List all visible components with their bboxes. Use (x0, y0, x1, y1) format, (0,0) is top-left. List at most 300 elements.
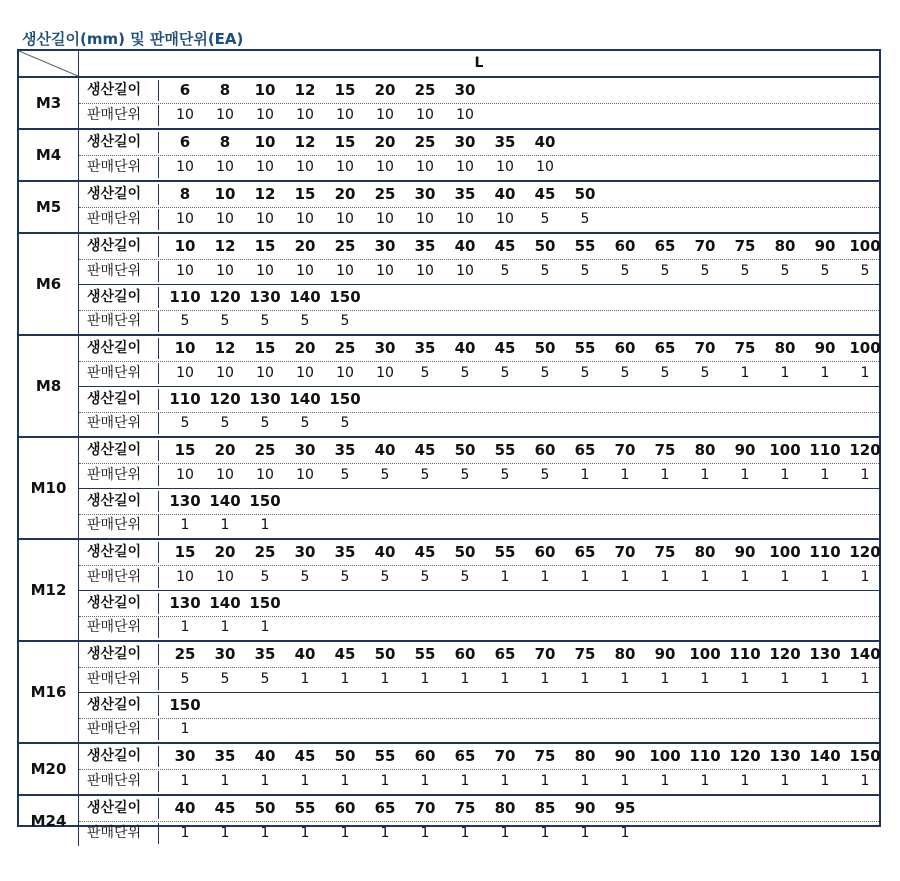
length-value: 75 (534, 747, 556, 765)
length-value: 110 (169, 390, 201, 408)
unit-row-label: 판매단위 (87, 467, 142, 483)
length-value: 90 (734, 441, 756, 459)
unit-value: 1 (740, 365, 750, 381)
length-value: 50 (574, 185, 596, 203)
unit-row (79, 103, 879, 128)
length-value: 150 (249, 594, 281, 612)
length-value: 80 (574, 747, 596, 765)
unit-value: 1 (740, 671, 750, 687)
unit-value: 1 (380, 671, 390, 687)
unit-value: 1 (580, 671, 590, 687)
length-value: 100 (689, 645, 721, 663)
unit-value: 10 (176, 211, 194, 227)
length-value: 12 (294, 81, 316, 99)
length-value: 6 (179, 81, 191, 99)
size-group (19, 744, 879, 796)
length-value: 35 (334, 441, 356, 459)
length-value: 40 (534, 133, 556, 151)
table-header (19, 51, 879, 78)
length-value: 75 (734, 339, 756, 357)
unit-value: 1 (860, 365, 870, 381)
length-value: 45 (534, 185, 556, 203)
unit-value: 10 (336, 107, 354, 123)
length-row-label: 생산길이 (87, 442, 142, 458)
unit-row-label: 판매단위 (87, 263, 142, 279)
length-row (79, 78, 879, 104)
length-value: 15 (254, 339, 276, 357)
unit-value: 1 (260, 517, 270, 533)
length-value: 65 (494, 645, 516, 663)
unit-value: 5 (540, 365, 550, 381)
length-row (79, 590, 879, 617)
unit-value: 1 (660, 671, 670, 687)
label-divider (158, 542, 159, 563)
unit-value: 1 (540, 773, 550, 789)
size-label: M6 (19, 234, 79, 334)
unit-row (79, 821, 879, 846)
length-value: 25 (414, 133, 436, 151)
length-row-label: 생산길이 (87, 544, 142, 560)
unit-value: 10 (296, 263, 314, 279)
unit-value: 1 (300, 773, 310, 789)
unit-value: 1 (260, 619, 270, 635)
unit-row (79, 259, 879, 284)
unit-row-label: 판매단위 (87, 211, 142, 227)
length-value: 35 (214, 747, 236, 765)
length-row (79, 642, 879, 668)
unit-value: 5 (460, 569, 470, 585)
size-label: M4 (19, 130, 79, 180)
unit-value: 1 (660, 467, 670, 483)
unit-value: 5 (300, 569, 310, 585)
unit-value: 1 (860, 773, 870, 789)
length-value: 10 (254, 133, 276, 151)
length-value: 75 (654, 543, 676, 561)
length-value: 40 (454, 339, 476, 357)
label-divider (158, 363, 159, 384)
unit-value: 5 (620, 365, 630, 381)
unit-value: 1 (700, 467, 710, 483)
size-group (19, 130, 879, 182)
unit-value: 10 (216, 263, 234, 279)
length-value: 130 (769, 747, 801, 765)
length-value: 140 (209, 594, 241, 612)
unit-value: 1 (380, 773, 390, 789)
length-value: 120 (849, 543, 881, 561)
unit-value: 1 (540, 569, 550, 585)
length-value: 60 (614, 237, 636, 255)
label-divider (158, 389, 159, 410)
unit-value: 10 (416, 211, 434, 227)
unit-value: 5 (180, 313, 190, 329)
unit-value: 10 (296, 159, 314, 175)
unit-value: 10 (536, 159, 554, 175)
size-group (19, 78, 879, 130)
unit-value: 5 (340, 467, 350, 483)
unit-row (79, 615, 879, 640)
unit-value: 1 (740, 467, 750, 483)
label-divider (158, 491, 159, 512)
length-value: 45 (494, 237, 516, 255)
length-value: 150 (849, 747, 881, 765)
length-value: 130 (809, 645, 841, 663)
length-value: 140 (289, 390, 321, 408)
label-divider (158, 440, 159, 461)
unit-value: 1 (420, 773, 430, 789)
length-row-label: 생산길이 (87, 289, 142, 305)
length-value: 25 (174, 645, 196, 663)
unit-value: 1 (500, 671, 510, 687)
length-value: 30 (174, 747, 196, 765)
label-divider (158, 719, 159, 740)
length-value: 90 (654, 645, 676, 663)
length-value: 100 (849, 339, 881, 357)
length-row (79, 540, 879, 566)
length-row-label: 생산길이 (87, 82, 142, 98)
unit-value: 10 (456, 107, 474, 123)
length-value: 50 (534, 339, 556, 357)
unit-value: 10 (456, 263, 474, 279)
unit-value: 5 (700, 365, 710, 381)
unit-value: 1 (620, 467, 630, 483)
length-value: 80 (494, 799, 516, 817)
unit-value: 1 (300, 825, 310, 841)
length-value: 55 (494, 441, 516, 459)
length-value: 30 (374, 237, 396, 255)
size-group (19, 642, 879, 744)
length-value: 60 (414, 747, 436, 765)
length-value: 65 (654, 339, 676, 357)
unit-value: 10 (256, 159, 274, 175)
size-label: M20 (19, 744, 79, 794)
unit-value: 10 (256, 211, 274, 227)
unit-value: 1 (860, 569, 870, 585)
unit-value: 5 (540, 211, 550, 227)
length-value: 140 (809, 747, 841, 765)
unit-value: 5 (460, 365, 470, 381)
length-value: 120 (769, 645, 801, 663)
length-value: 75 (734, 237, 756, 255)
table-title: 생산길이(mm) 및 판매단위(EA) (22, 30, 244, 48)
length-value: 50 (454, 441, 476, 459)
length-value: 20 (334, 185, 356, 203)
unit-value: 10 (216, 365, 234, 381)
unit-value: 5 (500, 365, 510, 381)
length-value: 35 (414, 339, 436, 357)
length-value: 10 (254, 81, 276, 99)
unit-value: 5 (380, 467, 390, 483)
length-value: 12 (254, 185, 276, 203)
unit-value: 1 (500, 569, 510, 585)
length-value: 45 (294, 747, 316, 765)
length-value: 30 (214, 645, 236, 663)
length-value: 25 (254, 441, 276, 459)
length-value: 110 (689, 747, 721, 765)
length-value: 65 (654, 237, 676, 255)
unit-value: 10 (376, 263, 394, 279)
label-divider (158, 105, 159, 126)
unit-value: 1 (780, 569, 790, 585)
unit-value: 5 (500, 263, 510, 279)
unit-value: 1 (860, 671, 870, 687)
length-value: 20 (374, 133, 396, 151)
unit-row-label: 판매단위 (87, 619, 142, 635)
unit-value: 1 (340, 773, 350, 789)
length-value: 60 (614, 339, 636, 357)
length-value: 150 (329, 288, 361, 306)
unit-value: 1 (220, 517, 230, 533)
unit-row (79, 309, 879, 334)
length-value: 35 (414, 237, 436, 255)
length-value: 120 (729, 747, 761, 765)
unit-value: 1 (460, 773, 470, 789)
length-value: 60 (334, 799, 356, 817)
unit-value: 1 (180, 517, 190, 533)
length-value: 30 (454, 81, 476, 99)
unit-value: 1 (180, 773, 190, 789)
unit-value: 1 (820, 467, 830, 483)
label-divider (158, 823, 159, 844)
length-value: 40 (294, 645, 316, 663)
length-value: 65 (374, 799, 396, 817)
length-value: 25 (254, 543, 276, 561)
label-divider (158, 669, 159, 690)
unit-row (79, 513, 879, 538)
unit-value: 5 (220, 671, 230, 687)
length-value: 20 (294, 237, 316, 255)
unit-value: 5 (540, 467, 550, 483)
unit-value: 1 (740, 773, 750, 789)
unit-value: 1 (420, 825, 430, 841)
length-value: 140 (289, 288, 321, 306)
unit-value: 10 (256, 263, 274, 279)
label-divider (158, 338, 159, 359)
length-value: 40 (454, 237, 476, 255)
unit-value: 1 (780, 365, 790, 381)
label-divider (158, 261, 159, 282)
unit-value: 10 (416, 107, 434, 123)
unit-value: 10 (216, 159, 234, 175)
unit-value: 1 (460, 671, 470, 687)
length-row-label: 생산길이 (87, 493, 142, 509)
size-group (19, 336, 879, 438)
length-value: 75 (574, 645, 596, 663)
unit-row (79, 361, 879, 386)
length-value: 30 (294, 441, 316, 459)
unit-value: 1 (340, 825, 350, 841)
unit-value: 1 (460, 825, 470, 841)
length-value: 15 (294, 185, 316, 203)
length-value: 10 (174, 339, 196, 357)
length-value: 12 (214, 339, 236, 357)
unit-row (79, 155, 879, 180)
unit-value: 1 (620, 825, 630, 841)
length-value: 15 (174, 441, 196, 459)
length-value: 70 (614, 543, 636, 561)
length-value: 15 (334, 81, 356, 99)
unit-value: 1 (420, 671, 430, 687)
unit-value: 10 (376, 211, 394, 227)
length-row-label: 생산길이 (87, 134, 142, 150)
length-value: 80 (614, 645, 636, 663)
length-value: 30 (374, 339, 396, 357)
unit-value: 10 (176, 365, 194, 381)
label-divider (158, 413, 159, 434)
length-value: 90 (814, 237, 836, 255)
unit-value: 5 (340, 415, 350, 431)
unit-value: 5 (660, 263, 670, 279)
unit-value: 10 (216, 467, 234, 483)
length-value: 15 (174, 543, 196, 561)
length-value: 20 (294, 339, 316, 357)
unit-value: 1 (340, 671, 350, 687)
length-value: 55 (294, 799, 316, 817)
length-value: 85 (534, 799, 556, 817)
unit-value: 1 (820, 773, 830, 789)
length-value: 110 (809, 441, 841, 459)
length-row (79, 234, 879, 260)
length-value: 70 (614, 441, 636, 459)
unit-value: 1 (820, 671, 830, 687)
label-divider (158, 771, 159, 792)
length-value: 130 (249, 288, 281, 306)
unit-value: 5 (860, 263, 870, 279)
length-value: 50 (374, 645, 396, 663)
length-value: 25 (334, 339, 356, 357)
unit-value: 5 (340, 569, 350, 585)
length-value: 12 (294, 133, 316, 151)
unit-value: 10 (176, 569, 194, 585)
unit-value: 1 (540, 825, 550, 841)
length-value: 50 (334, 747, 356, 765)
unit-value: 10 (176, 107, 194, 123)
length-value: 150 (329, 390, 361, 408)
length-value: 60 (534, 543, 556, 561)
length-value: 75 (654, 441, 676, 459)
length-value: 35 (334, 543, 356, 561)
length-value: 10 (174, 237, 196, 255)
length-row (79, 182, 879, 208)
unit-value: 10 (176, 263, 194, 279)
unit-value: 5 (620, 263, 630, 279)
unit-value: 1 (620, 773, 630, 789)
unit-value: 5 (460, 467, 470, 483)
length-value: 60 (534, 441, 556, 459)
length-value: 60 (454, 645, 476, 663)
length-value: 80 (774, 339, 796, 357)
unit-value: 5 (300, 313, 310, 329)
unit-value: 1 (860, 467, 870, 483)
unit-row-label: 판매단위 (87, 365, 142, 381)
length-value: 90 (814, 339, 836, 357)
label-divider (158, 644, 159, 665)
unit-value: 10 (376, 159, 394, 175)
length-value: 20 (214, 543, 236, 561)
length-value: 130 (249, 390, 281, 408)
unit-value: 1 (580, 773, 590, 789)
length-value: 30 (414, 185, 436, 203)
unit-value: 5 (420, 365, 430, 381)
unit-value: 1 (700, 773, 710, 789)
length-value: 35 (454, 185, 476, 203)
length-value: 55 (574, 339, 596, 357)
unit-value: 1 (660, 773, 670, 789)
length-value: 30 (454, 133, 476, 151)
label-divider (158, 311, 159, 332)
length-row (79, 692, 879, 719)
length-value: 110 (169, 288, 201, 306)
length-value: 120 (209, 288, 241, 306)
unit-row (79, 769, 879, 794)
length-value: 80 (774, 237, 796, 255)
unit-value: 1 (580, 569, 590, 585)
length-value: 70 (494, 747, 516, 765)
length-value: 90 (734, 543, 756, 561)
length-value: 90 (614, 747, 636, 765)
unit-value: 1 (820, 569, 830, 585)
unit-value: 1 (180, 721, 190, 737)
length-value: 45 (414, 543, 436, 561)
length-row-label: 생산길이 (87, 748, 142, 764)
unit-row-label: 판매단위 (87, 517, 142, 533)
length-value: 45 (214, 799, 236, 817)
length-value: 95 (614, 799, 636, 817)
unit-value: 5 (580, 263, 590, 279)
unit-value: 10 (216, 211, 234, 227)
size-group (19, 540, 879, 642)
length-value: 8 (219, 81, 231, 99)
unit-value: 1 (180, 619, 190, 635)
length-value: 25 (374, 185, 396, 203)
length-row (79, 336, 879, 362)
header-corner-cell (19, 51, 79, 76)
unit-value: 10 (256, 467, 274, 483)
length-value: 120 (849, 441, 881, 459)
length-row (79, 744, 879, 770)
unit-value: 10 (336, 263, 354, 279)
length-value: 35 (254, 645, 276, 663)
unit-value: 10 (496, 211, 514, 227)
size-group (19, 234, 879, 336)
unit-value: 1 (260, 773, 270, 789)
length-value: 70 (414, 799, 436, 817)
unit-value: 5 (340, 313, 350, 329)
length-row (79, 386, 879, 413)
length-value: 110 (729, 645, 761, 663)
unit-value: 5 (740, 263, 750, 279)
unit-row-label: 판매단위 (87, 721, 142, 737)
label-divider (158, 236, 159, 257)
length-value: 35 (494, 133, 516, 151)
unit-value: 1 (740, 569, 750, 585)
unit-row-label: 판매단위 (87, 159, 142, 175)
unit-value: 1 (300, 671, 310, 687)
size-label: M16 (19, 642, 79, 742)
length-value: 110 (809, 543, 841, 561)
length-value: 150 (249, 492, 281, 510)
unit-value: 5 (540, 263, 550, 279)
unit-row (79, 463, 879, 488)
unit-value: 1 (780, 671, 790, 687)
length-value: 15 (254, 237, 276, 255)
length-value: 40 (254, 747, 276, 765)
unit-value: 5 (260, 671, 270, 687)
length-value: 100 (769, 543, 801, 561)
unit-value: 5 (420, 569, 430, 585)
length-value: 40 (374, 543, 396, 561)
length-row-label: 생산길이 (87, 800, 142, 816)
unit-value: 1 (780, 467, 790, 483)
